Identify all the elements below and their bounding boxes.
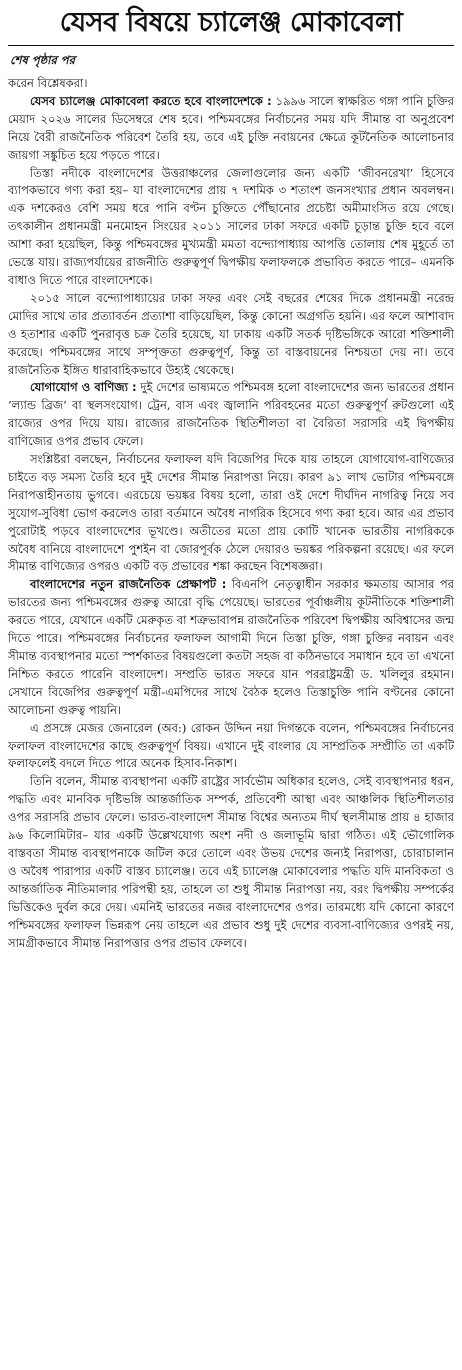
article-paragraph: [8, 451, 454, 576]
headline-divider: [8, 45, 454, 46]
paragraph-text: ১৯৯৬ সালে স্বাক্ষরিত গঙ্গা পানি চুক্তির মেয়াদ ২০২৬ সালের ডিসেম্বরে শেষ হবে। পশ্চিমবঙ্গের নির্বাচনের সময় যদি সীমান্ত বা অনুপ্রবেশ নিয়ে বৈরী রাজনৈতিক পরিবেশ তৈরি হয়, তবে এই চুক্তি নবায়নের ক্ষেত্রে কূটনৈতিক আলোচনার জায়গা সঙ্কুচিত হয়ে পড়তে পারে।: [8, 93, 454, 162]
paragraph-text: তিস্তা নদীকে বাংলাদেশের উত্তরাঞ্চলের জেলাগুলোর জন্য একটি ‘জীবনরেখা’ হিসেবে ব্যাপকভাবে গণ্য করা হয়– যা বাংলাদেশের প্রায় ৭ দশমিক ৩ শতাংশ জনসংখ্যার প্রধান অবলম্বন। এক দশকেরও বেশি সময় ধরে পানি বণ্টন চুক্তিতে পৌঁছানোর প্রচেষ্টা অমীমাংসিত রয়ে গেছে। তৎকালীন প্রধানমন্ত্রী মনমোহন সিংয়ের ২০১১ সালের ঢাকা সফরে একটি চূড়ান্ত চুক্তি হবে বলে আশা করা হয়েছিল, কিন্তু পশ্চিমবঙ্গের মুখ্যমন্ত্রী মমতা বন্দ্যোপাধ্যায় আপত্তি তোলায় শেষ মুহূর্তে তা ভেস্তে যায়। রাজ্যপর্যায়ের রাজনীতি গুরুত্বপূর্ণ দ্বিপক্ষীয় ফলাফলকে প্রভাবিত করতে পারে– এমনকি বাধাও দিতে পারে বাংলাদেশকে।: [8, 165, 454, 287]
article-paragraph: [8, 720, 454, 774]
section-heading: যেসব চ্যালেঞ্জ মোকাবেলা করতে হবে বাংলাদেশকে :: [30, 93, 272, 108]
paragraph-text: ২০১৫ সালে বন্দ্যোপাধ্যায়ের ঢাকা সফর এবং সেই বছরের শেষের দিকে প্রধানমন্ত্রী নরেন্দ্র মোদির সাথে তার প্রত্যাবর্তন প্রত্যাশা বাড়িয়েছিল, কিন্তু কোনো অগ্রগতি হয়নি। এর ফলে আশাবাদ ও হতাশার একটি পুনরাবৃত্ত চক্র তৈরি হয়েছে, যা ঢাকায় একটি সতর্ক দৃষ্টিভঙ্গিকে আরো শক্তিশালী করেছে। পশ্চিমবঙ্গের সাথে সম্পৃক্ততা গুরুত্বপূর্ণ, কিন্তু তা বাস্তবায়নের নিশ্চয়তা দেয় না। তবে রাজনৈতিক ইঙ্গিত ধারাবাহিকভাবে উহ্যই থেকেছে।: [8, 290, 454, 377]
article-paragraph: [8, 75, 454, 93]
article-headline: যেসব বিষয়ে চ্যালেঞ্জ মোকাবেলা: [59, 7, 403, 38]
article-paragraph: [8, 576, 454, 719]
paragraph-text: সংশ্লিষ্টরা বলছেন, নির্বাচনের ফলাফল যদি বিজেপির দিকে যায় তাহলে যোগাযোগ-বাণিজ্যের চাইতে বড় সমস্য তৈরি হবে দুই দেশের সীমান্ত নিরাপত্তা নিয়ে। কারণ ৯১ লাখ ভোটার পশ্চিমবঙ্গে নিরাপত্তাহীনতায় ভুগবে। এরচেয়ে ভয়ঙ্কর বিষয় হলো, তারা ওই দেশে দীর্ঘদিন নাগরিত্ব নিয়ে সব সুযোগ-সুবিধা ভোগ করলেও তারা বর্তমানে অবৈধ নাগরিক হিসেবে গণ্য করা হবে। আর এর প্রভাব পুরোটাই পড়বে বাংলাদেশের ভূখণ্ডে। অতীতের মতো প্রায় কোটি খানেক ভারতীয় নাগরিককে অবৈধ বানিয়ে বাংলাদেশে পুশইন বা জোরপূর্বক ঠেলে দেয়ারও ভয়ঙ্কর পরিকল্পনা রয়েছে। এর ফলে সীমান্ত বাণিজ্যের ওপরও একটি বড় প্রভাবের শঙ্কা করছেন বিশেষজ্ঞরা।: [8, 452, 454, 574]
paragraph-text: তিনি বলেন, সীমান্ত ব্যবস্থাপনা একটি রাষ্ট্রের সার্বভৌম অধিকার হলেও, সেই ব্যবস্থাপনার ধরন, পদ্ধতি এবং মানবিক দৃষ্টিভঙ্গি আন্তর্জাতিক সম্পর্ক, প্রতিবেশী আস্থা এবং আঞ্চলিক স্থিতিশীলতার ওপর সরাসরি প্রভাব ফেলে। ভারত-বাংলাদেশ সীমান্ত বিশ্বের অন্যতম দীর্ঘ স্থলসীমান্ত প্রায় ৪ হাজার ৯৬ কিলোমিটার– যার একটি উল্লেখযোগ্য অংশ নদী ও জলাভূমি দ্বারা গঠিত। এই ভৌগোলিক বাস্তবতা সীমান্ত ব্যবস্থাপনাকে জটিল করে তোলে এবং উভয় দেশের জন্যই নিরাপত্তা, চোরাচালান ও অবৈধ পারাপার একটি বাস্তব চ্যালেঞ্জ। তবে এই চ্যালেঞ্জ মোকাবেলার পদ্ধতি যদি মানবিকতা ও আন্তর্জাতিক নীতিমালার পরিপন্থী হয়, তাহলে তা শুধু সীমান্ত নিরাপত্তা নয়, বরং দ্বিপক্ষীয় সম্পর্কের ভিত্তিকেও দুর্বল করে দেয়। এমনিই ভারতের নজর বাংলাদেশের ওপর। তারমধ্যে যদি কোনো কারণে পশ্চিমবঙ্গের ফলাফল ভিন্নরূপ নেয় তাহলে এর প্রভাব শুধু দুই দেশের ব্যবসা-বাণিজ্যের ওপরই নয়, সামগ্রীকভাবে সীমান্ত নিরাপত্তার ওপর প্রভাব ফেলবে।: [8, 774, 454, 950]
article-body: [8, 75, 454, 952]
article-paragraph: [8, 165, 454, 290]
continuation-note: শেষ পৃষ্ঠার পর: [10, 53, 75, 67]
section-heading: বাংলাদেশের নতুন রাজনৈতিক প্রেক্ষাপট :: [30, 577, 227, 592]
paragraph-text: বিএনপি নেতৃত্বাধীন সরকার ক্ষমতায় আসার পর ভারতের জন্য পশ্চিমবঙ্গের গুরুত্ব আরো বৃদ্ধি পেয়েছে। ভারতের পূর্বাঞ্চলীয় কূটনীতিকে শক্তিশালী করতে পারে, যেখানে একটি মেরুকৃত বা শত্রুভাবাপন্ন রাজনৈতিক পরিবেশ দ্বিপক্ষীয় অবিশ্বাসের জন্ম দিতে পারে। পশ্চিমবঙ্গের নির্বাচনের ফলাফল আগামী দিনে তিস্তা চুক্তি, গঙ্গা চুক্তির নবায়ন এবং সীমান্ত ব্যবস্থাপনার মতো স্পর্শকাতর বিষয়গুলো কতটা সহজ বা কঠিনভাবে সমাধান হবে তা এখনো নিশ্চিত করতে পারেনি বাংলাদেশ। সম্প্রতি ভারত সফরে যান পররাষ্ট্রমন্ত্রী ড. খলিলুর রহমান। সেখানে বিজেপির গুরুত্বপূর্ণ মন্ত্রী-এমপিদের সাথে বৈঠক হলেও তিস্তাচুক্তি পানি বণ্টনের কোনো আলোচনা গুরুত্ব পায়নি।: [8, 577, 454, 717]
paragraph-text: এ প্রসঙ্গে মেজর জেনারেল (অব:) রোকন উদ্দিন নয়া দিগন্তকে বলেন, পশ্চিমবঙ্গের নির্বাচনের ফলাফল বাংলাদেশের কাছে গুরুত্বপূর্ণ বিষয়। এখানে দুই বাংলার যে সাম্প্রতিক সম্প্রীতি তা একটি ফলাফলেই বদলে দিতে পারে অনেক হিসাব-নিকাশ।: [8, 720, 454, 771]
paragraph-text: করেন বিশ্লেষকরা।: [8, 76, 88, 90]
paragraph-text: দুই দেশের ভাষ্যমতে পশ্চিমবঙ্গ হলো বাংলাদেশের জন্য ভারতের প্রধান ‘ল্যান্ড ব্রিজ’ বা স্থলসংযোগ। ট্রেন, বাস এবং জ্বালানি পরিবহনের মতো গুরুত্বপূর্ণ রুটগুলো এই রাজ্যের ওপর দিয়ে যায়। রাজ্যের রাজনৈতিক স্থিতিশীলতা বা বৈরিতা সরাসরি এই দ্বিপক্ষীয় বাণিজ্যের ওপর প্রভাব ফেলে।: [8, 380, 454, 449]
article-paragraph: [8, 773, 454, 952]
article-paragraph: [8, 379, 454, 451]
article-paragraph: [8, 290, 454, 380]
section-heading: যোগাযোগ ও বাণিজ্য :: [30, 380, 137, 395]
article-paragraph: [8, 93, 454, 165]
